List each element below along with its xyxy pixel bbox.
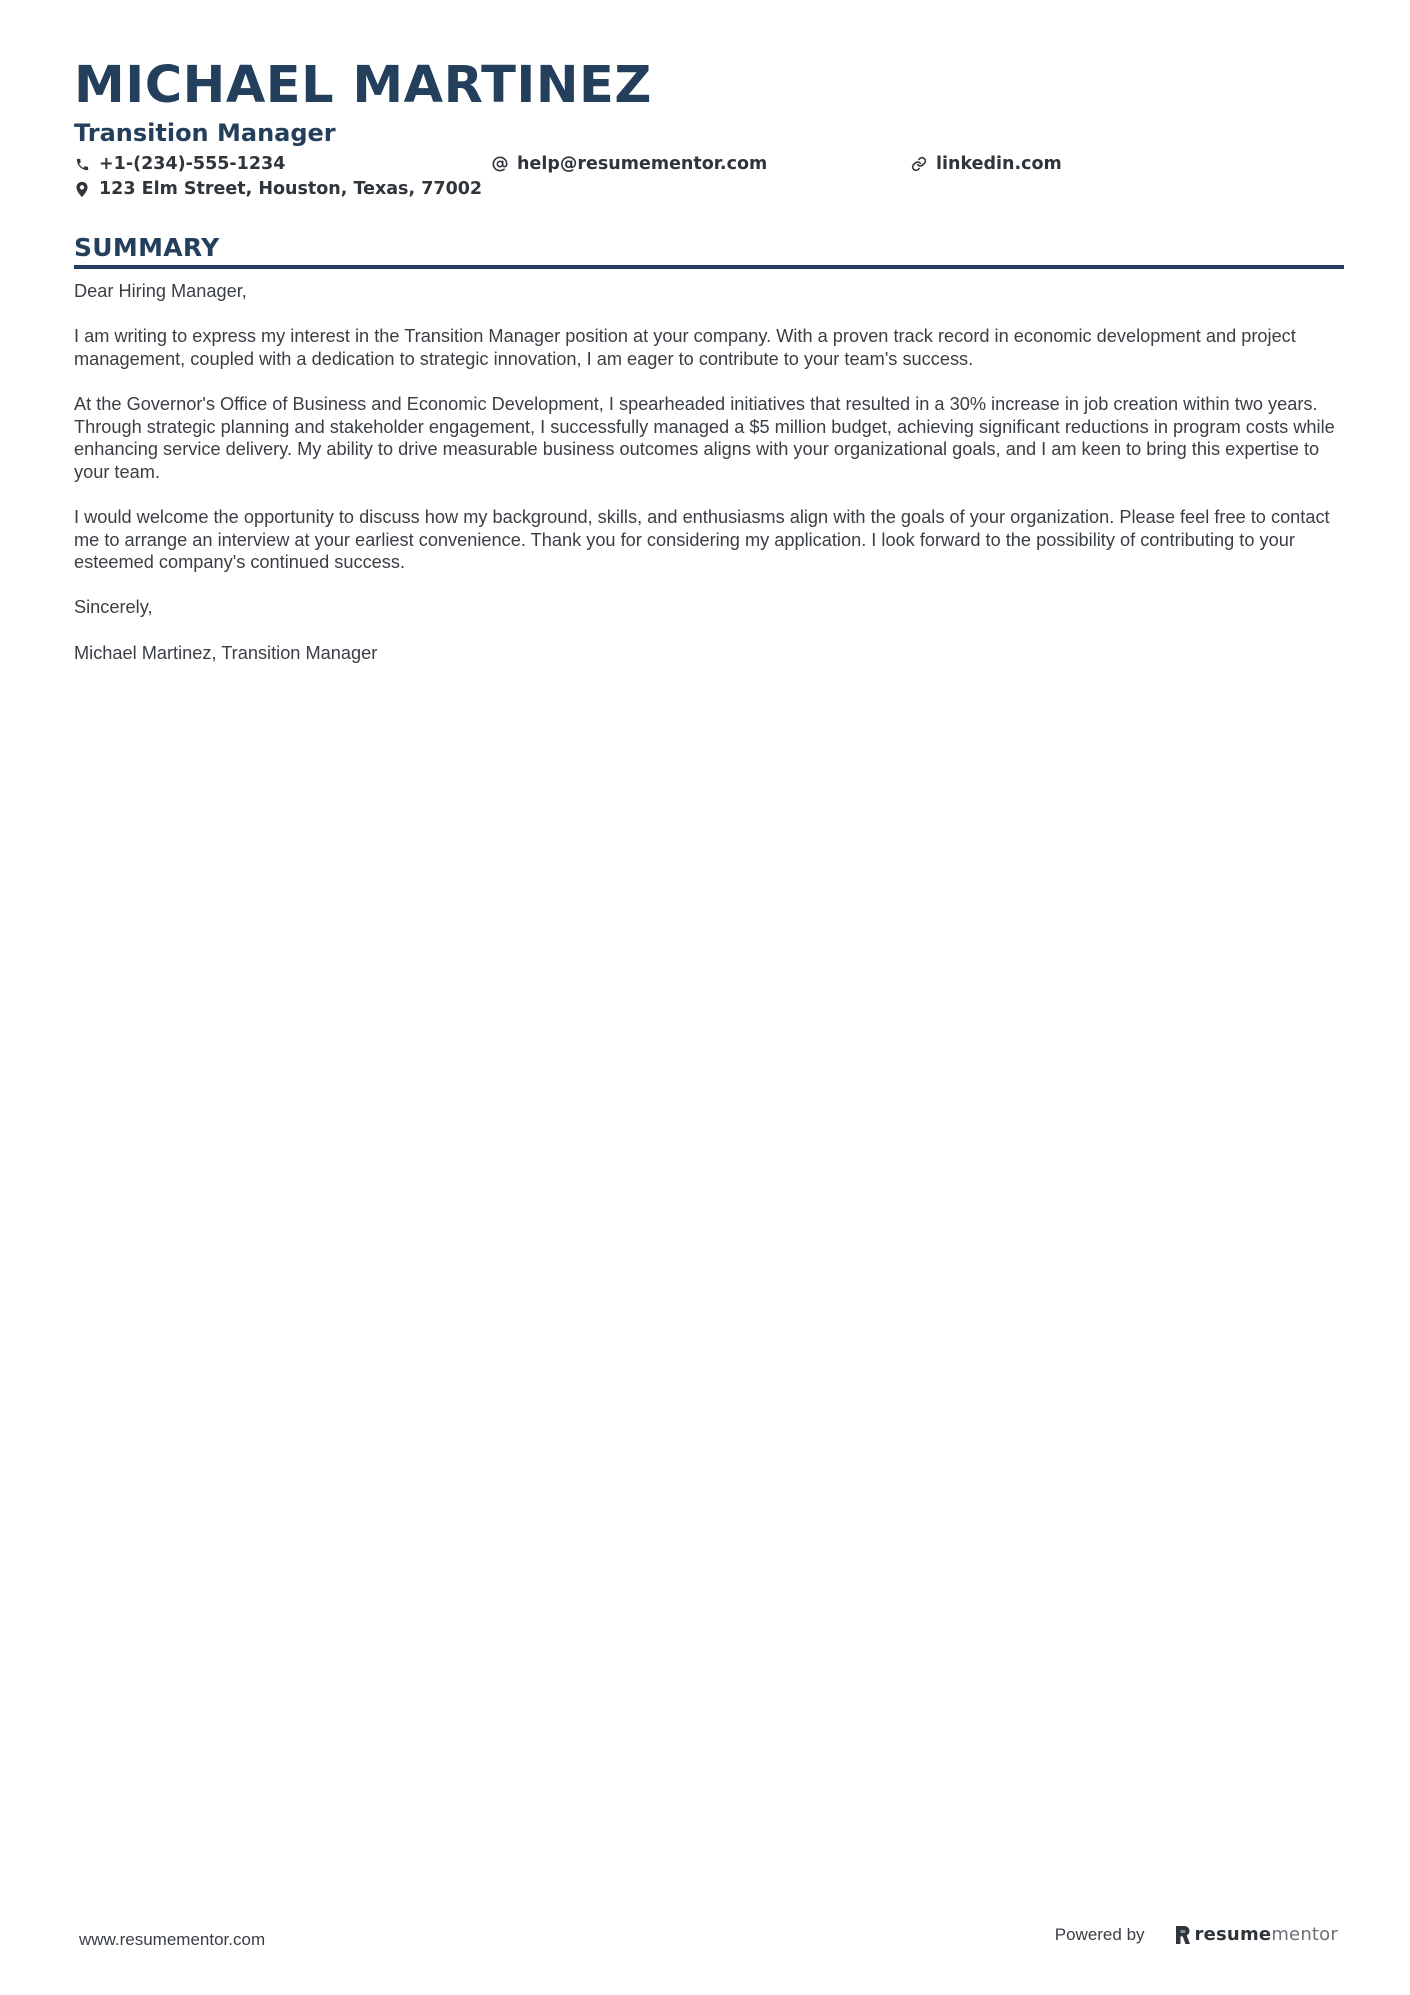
candidate-title: Transition Manager <box>74 119 336 147</box>
at-sign-icon <box>492 156 508 172</box>
contact-phone-text: +1-(234)-555-1234 <box>99 154 286 174</box>
link-icon <box>911 156 927 172</box>
brand-wordmark-part2: mentor <box>1271 1924 1338 1945</box>
contact-email-text[interactable]: help@resumementor.com <box>517 154 768 174</box>
candidate-name: MICHAEL MARTINEZ <box>74 56 652 115</box>
summary-divider <box>74 265 1344 269</box>
contact-email <box>492 153 767 175</box>
brand-wordmark <box>1195 1924 1338 1945</box>
phone-icon <box>74 156 90 172</box>
brand-wordmark-part1: resume <box>1194 1924 1272 1945</box>
summary-heading: SUMMARY <box>74 233 220 262</box>
brand-logo[interactable] <box>1175 1924 1338 1945</box>
letter-greeting: Dear Hiring Manager, <box>74 281 247 301</box>
letter-paragraph-2: At the Governor's Office of Business and Economic Development, I spearheaded initiatives that resulted in a 30% increase in job creation within two years. Through strategic planning and stakeholder engagement, I successfully managed a $5 million budget, achieving significant reductions in program costs while enhancing service delivery. My ability to drive measurable business outcomes aligns with your organizational goals, and I am keen to bring this expertise to your team. <box>74 393 1335 482</box>
resumementor-logo-icon <box>1175 1925 1191 1945</box>
contact-address <box>74 178 482 200</box>
letter-closing: Sincerely, <box>74 597 153 618</box>
letter-paragraph-1: I am writing to express my interest in the Transition Manager position at your company. With a proven track record in economic development and project management, coupled with a dedication to strategic innovation, I am eager to contribute to your team's success. <box>74 326 1296 369</box>
powered-by-label: Powered by <box>1054 1924 1145 1944</box>
resume-page <box>74 0 1344 1995</box>
contact-link-text[interactable]: linkedin.com <box>936 154 1062 174</box>
map-pin-icon <box>74 181 90 197</box>
footer-website[interactable]: www.resumementor.com <box>79 1930 266 1949</box>
contact-address-text: 123 Elm Street, Houston, Texas, 77002 <box>99 179 483 199</box>
letter-signature: Michael Martinez, Transition Manager <box>74 642 378 663</box>
cover-letter-body <box>74 280 1346 687</box>
letter-paragraph-3: I would welcome the opportunity to discuss how my background, skills, and enthusiasms align with the goals of your organization. Please feel free to contact me to arrange an interview at your earliest convenience. Thank you for considering my application. I look forward to the possibility of contributing to your esteemed company's continued success. <box>74 506 1330 573</box>
contact-link <box>911 153 1062 175</box>
contact-phone <box>74 153 285 175</box>
footer-branding <box>1055 1924 1338 1945</box>
